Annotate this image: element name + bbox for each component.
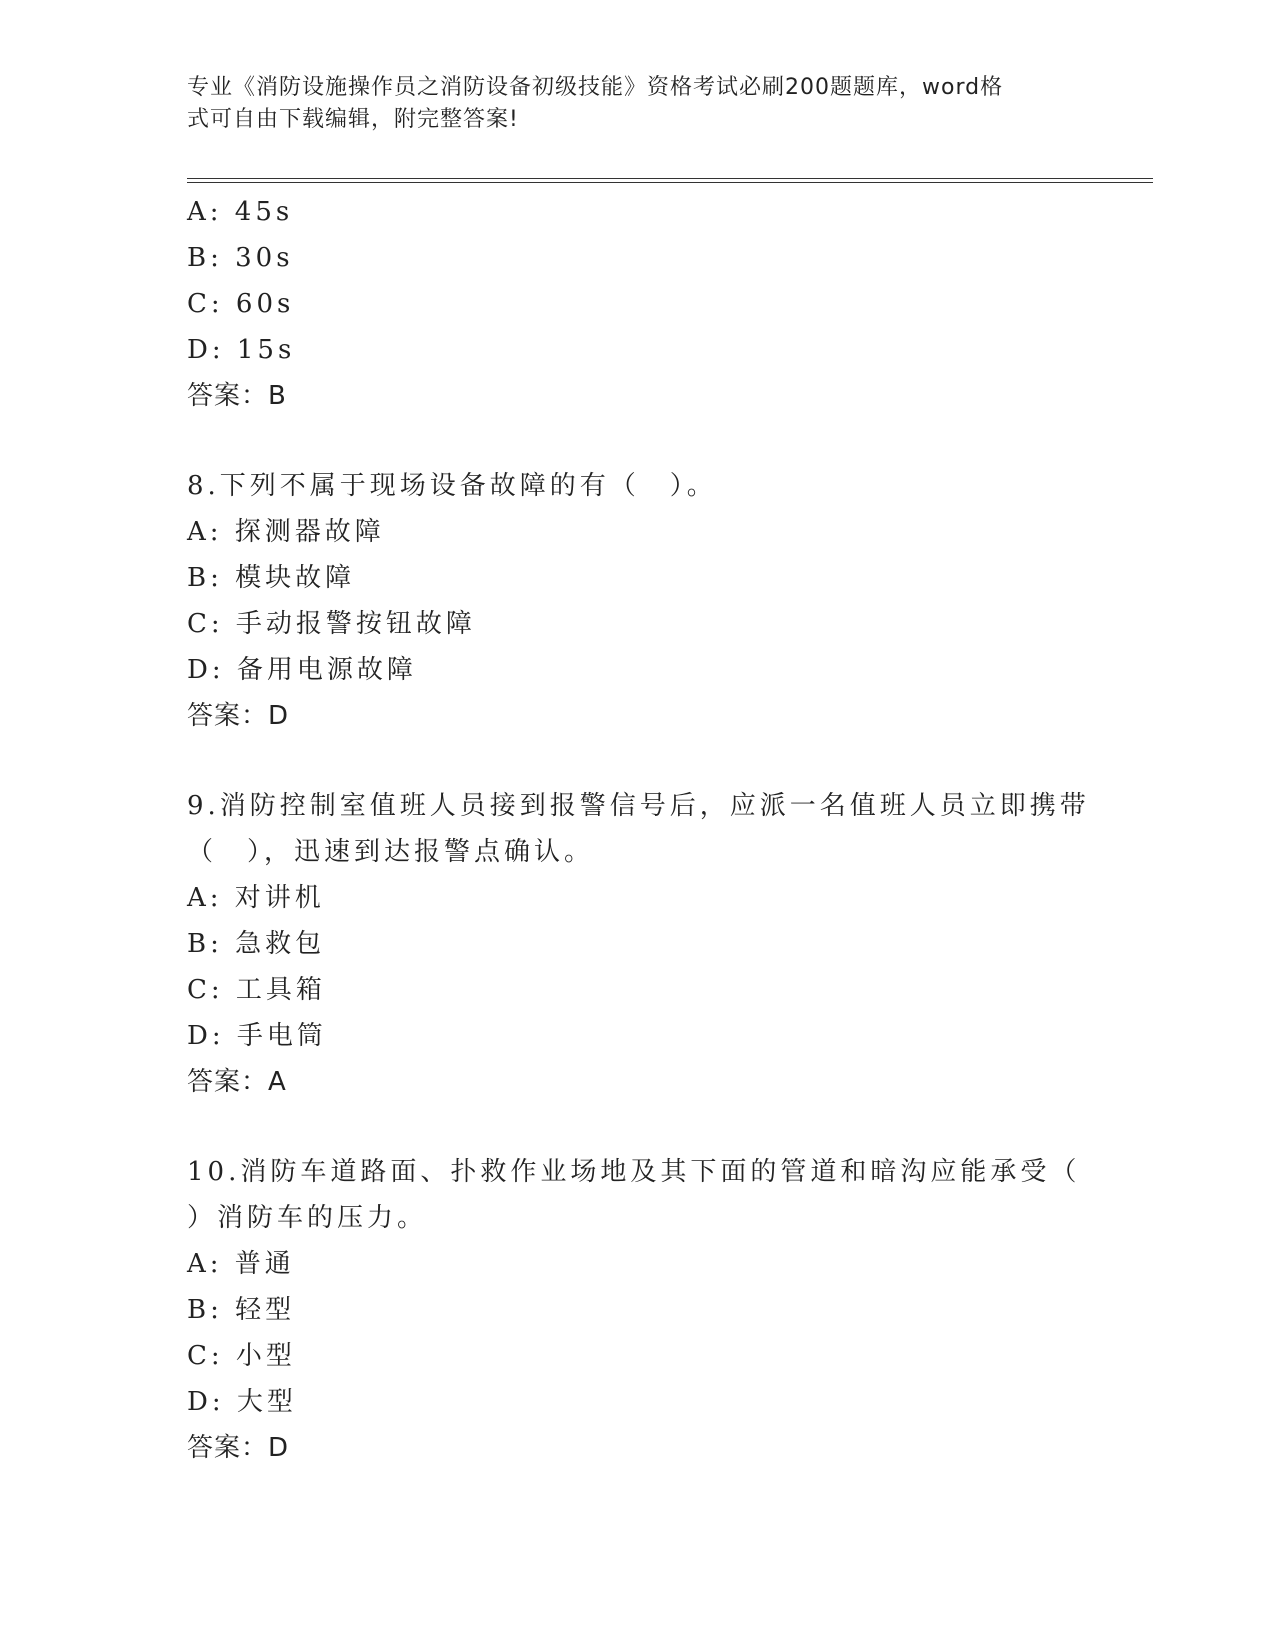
- header-divider-top: [187, 178, 1153, 179]
- answer-line: 答案：B: [187, 381, 287, 411]
- question-text-line-1: 10.消防车道路面、扑救作业场地及其下面的管道和暗沟应能承受（: [187, 1157, 1081, 1187]
- answer-line: 答案：D: [187, 1433, 290, 1463]
- option-d: D: 15s: [187, 335, 296, 365]
- option-b: B: 模块故障: [187, 563, 356, 593]
- option-d: D: 备用电源故障: [187, 655, 417, 685]
- option-c: C: 手动报警按钮故障: [187, 609, 476, 639]
- question-text-line-2: （ ），迅速到达报警点确认。: [187, 837, 595, 867]
- answer-line: 答案：A: [187, 1067, 287, 1097]
- question-7: [187, 189, 1067, 419]
- header-divider-bottom: [187, 182, 1153, 183]
- option-a: A: 45s: [187, 197, 294, 227]
- option-c: C: 小型: [187, 1341, 296, 1371]
- document-header: [187, 72, 1067, 136]
- option-b: B: 急救包: [187, 929, 326, 959]
- option-d: D: 大型: [187, 1387, 297, 1417]
- question-list: [187, 189, 1090, 1471]
- option-a: A: 普通: [187, 1249, 295, 1279]
- header-line-1: 专业《消防设施操作员之消防设备初级技能》资格考试必刷200题题库，word格: [187, 75, 1004, 100]
- question-text-line-1: 9.消防控制室值班人员接到报警信号后，应派一名值班人员立即携带: [187, 791, 1090, 821]
- question-8: [187, 463, 1067, 739]
- question-text: 8.下列不属于现场设备故障的有（ ）。: [187, 471, 717, 501]
- option-b: B: 轻型: [187, 1295, 296, 1325]
- option-a: A: 对讲机: [187, 883, 325, 913]
- option-c: C: 工具箱: [187, 975, 326, 1005]
- question-text-line-2: ）消防车的压力。: [187, 1203, 428, 1233]
- answer-line: 答案：D: [187, 701, 290, 731]
- question-10: [187, 1149, 1081, 1471]
- option-a: A: 探测器故障: [187, 517, 385, 547]
- option-d: D: 手电筒: [187, 1021, 327, 1051]
- option-b: B: 30s: [187, 243, 294, 273]
- option-c: C: 60s: [187, 289, 295, 319]
- header-line-2: 式可自由下载编辑，附完整答案!: [187, 107, 519, 132]
- question-9: [187, 783, 1090, 1105]
